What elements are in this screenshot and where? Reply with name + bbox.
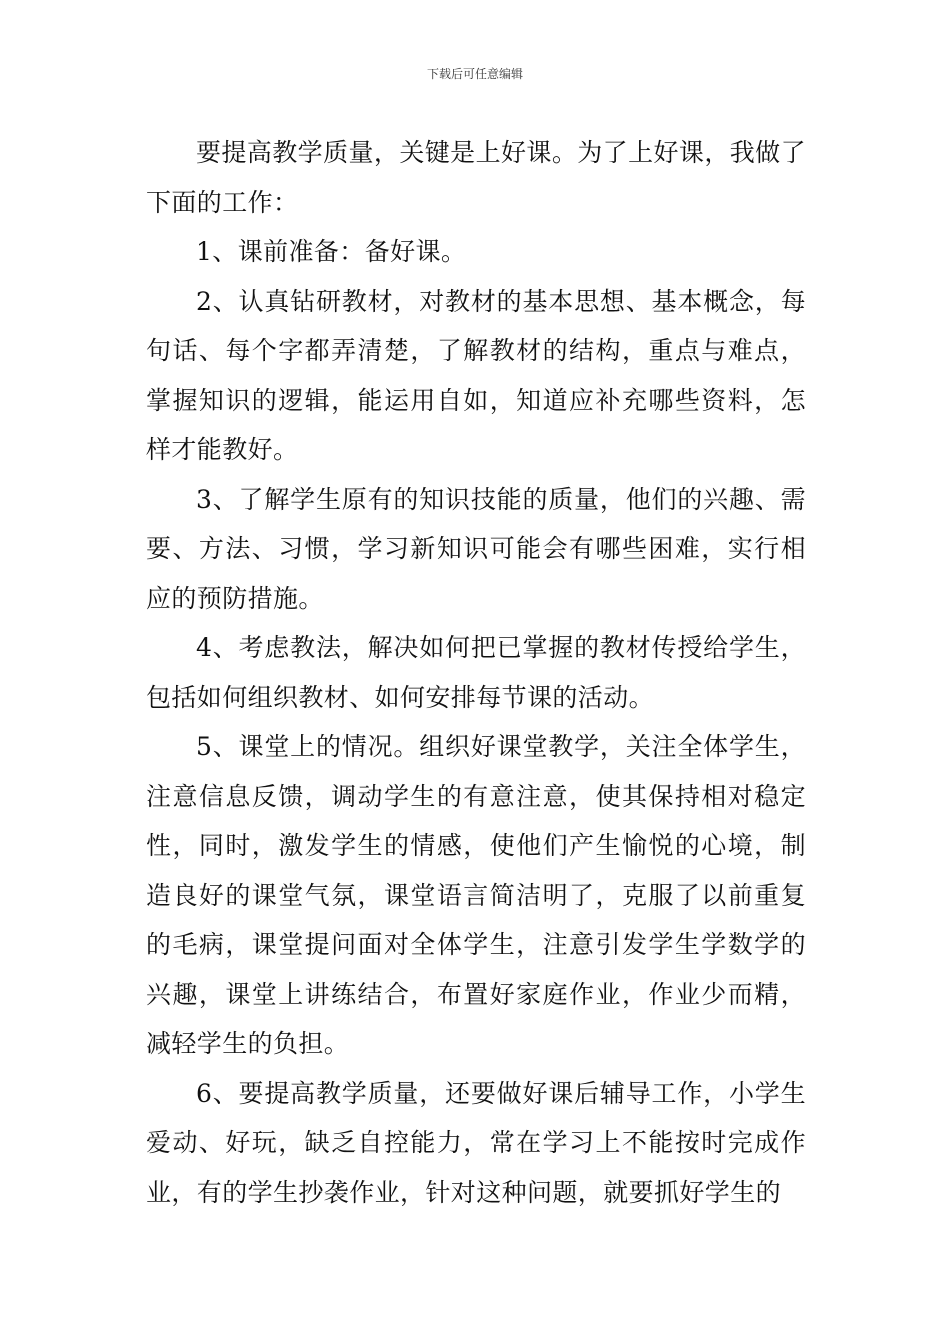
paragraph-item-1: 1、课前准备：备好课。 [196,237,467,266]
document-body [146,128,806,1217]
paragraph-item-3: 3、了解学生原有的知识技能的质量，他们的兴趣、需要、方法、习惯，学习新知识可能会有哪些困难，实行相应的预防措施。 [146,484,806,613]
paragraph-item-4: 4、考虑教法，解决如何把已掌握的教材传授给学生，包括如何组织教材、如何安排每节课的活动。 [146,633,806,712]
paragraph-item-5: 5、课堂上的情况。组织好课堂教学，关注全体学生，注意信息反馈，调动学生的有意注意，使其保持相对稳定性，同时，激发学生的情感，使他们产生愉悦的心境，制造良好的课堂气氛，课堂语言简洁明了，克服了以前重复的毛病，课堂提问面对全体学生，注意引发学生学数学的兴趣，课堂上讲练结合，布置好家庭作业，作业少而精，减轻学生的负担。 [146,732,806,1058]
paragraph-item-2: 2、认真钻研教材，对教材的基本思想、基本概念，每句话、每个字都弄清楚，了解教材的结构，重点与难点，掌握知识的逻辑，能运用自如，知道应补充哪些资料，怎样才能教好。 [146,286,806,464]
paragraph-intro: 要提高教学质量，关键是上好课。为了上好课，我做了下面的工作： [146,138,806,217]
page-header-note: 下载后可任意编辑 [426,67,523,81]
paragraph-item-6: 6、要提高教学质量，还要做好课后辅导工作，小学生爱动、好玩，缺乏自控能力，常在学习上不能按时完成作业，有的学生抄袭作业，针对这种问题，就要抓好学生的 [146,1078,806,1207]
